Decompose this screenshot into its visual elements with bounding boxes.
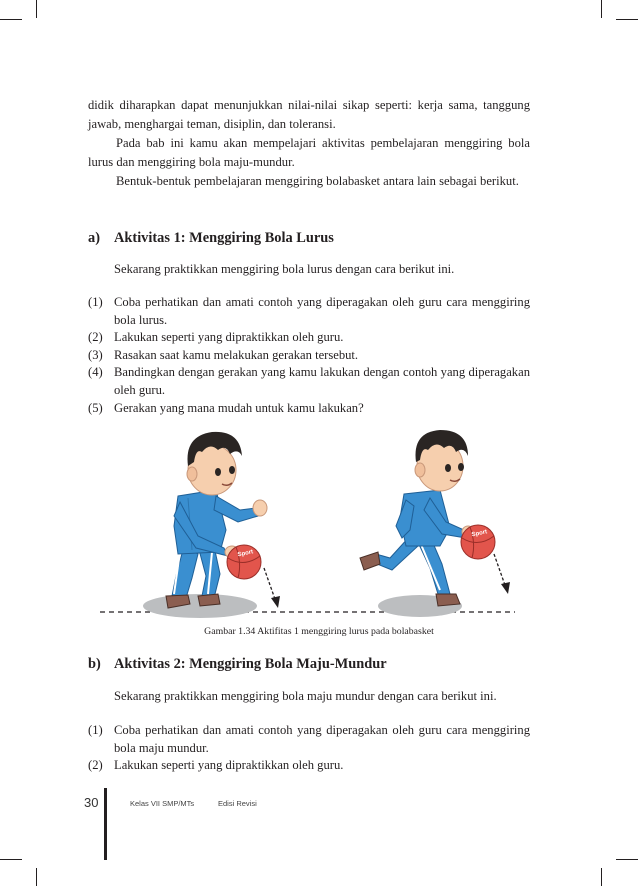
ball-label: Sport [237,549,254,559]
paragraph-learning-forms: Bentuk-bentuk pembelajaran menggiring bolabasket antara lain sebagai berikut. [116,174,519,188]
step-number: (2) [88,330,103,345]
figure-caption: Gambar 1.34 Aktifitas 1 menggiring lurus pada bolabasket [204,626,434,637]
step-text: Coba perhatikan dan amati contoh yang diperagakan oleh guru cara menggiring bola lurus. [114,295,530,327]
crop-mark [616,859,638,860]
list-item [88,364,530,399]
step-text: Lakukan seperti yang dipraktikkan oleh guru. [114,330,344,345]
section-b-heading [88,656,387,673]
step-number: (1) [88,295,103,309]
list-item [88,347,530,365]
boy-figure-right [360,430,510,617]
list-item [88,329,530,347]
section-b-title: Aktivitas 2: Menggiring Bola Maju-Mundur [114,656,387,672]
step-text: Gerakan yang mana mudah untuk kamu lakukan? [114,400,364,415]
crop-mark [36,868,37,886]
crop-mark [0,19,22,20]
step-text: Rasakan saat kamu melakukan gerakan tersebut. [114,347,359,362]
crop-mark [616,19,638,20]
section-a-letter: a) [88,230,100,246]
ball-label: Sport [471,529,488,539]
dribbling-illustration [80,418,540,623]
list-item [88,757,530,775]
list-item [88,400,530,418]
list-item [88,722,530,757]
step-number: (5) [88,400,103,415]
section-a-steps [88,294,530,417]
footer-divider [104,788,107,860]
section-b-intro: Sekarang praktikkan menggiring bola maju mundur dengan cara berikut ini. [114,689,497,703]
step-text: Lakukan seperti yang dipraktikkan oleh guru. [114,758,344,773]
dribble-arrow [494,554,506,588]
footer-edition: Edisi Revisi [218,799,257,808]
crop-mark [601,0,602,18]
section-a-title: Aktivitas 1: Menggiring Bola Lurus [114,230,334,246]
page-number: 30 [84,795,99,810]
step-text: Coba perhatikan dan amati contoh yang diperagakan oleh guru cara menggiring bola maju mundur. [114,723,530,755]
section-a-heading [88,230,334,247]
boy-figure-left [143,432,280,618]
footer-book-title: Kelas VII SMP/MTs [130,799,195,808]
dribble-arrow [264,568,276,602]
crop-mark [0,859,22,860]
step-text: Bandingkan dengan gerakan yang kamu lakukan dengan contoh yang diperagakan oleh guru. [114,365,530,397]
step-number: (2) [88,758,103,773]
step-number: (4) [88,365,103,380]
paragraph-chapter-overview: Pada bab ini kamu akan mempelajari aktivitas pembelajaran menggiring bola lurus dan menggiring bola maju-mundur. [88,136,530,169]
section-b-steps [88,722,530,775]
step-number: (1) [88,723,103,737]
list-item [88,294,530,329]
paragraph-continued: didik diharapkan dapat menunjukkan nilai-nilai sikap seperti: kerja sama, tanggung jawab, menghargai teman, disiplin, dan toleransi. [88,98,530,131]
step-number: (3) [88,347,103,362]
section-a-intro: Sekarang praktikkan menggiring bola lurus dengan cara berikut ini. [114,262,455,276]
section-b-letter: b) [88,656,101,672]
crop-mark [36,0,37,18]
crop-mark [601,868,602,886]
